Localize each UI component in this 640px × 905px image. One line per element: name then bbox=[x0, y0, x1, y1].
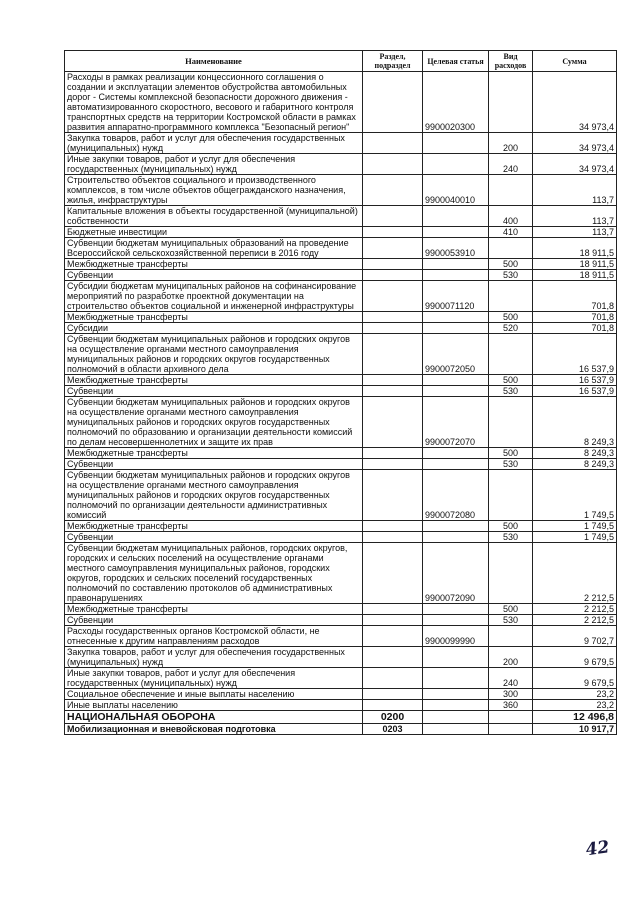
cell-type: 410 bbox=[489, 227, 533, 238]
header-section: Раздел, подраздел bbox=[363, 51, 423, 72]
cell-type bbox=[489, 543, 533, 604]
cell-section bbox=[363, 259, 423, 270]
cell-name: Субсидии bbox=[65, 323, 363, 334]
cell-type: 300 bbox=[489, 689, 533, 700]
cell-target: 9900072050 bbox=[423, 334, 489, 375]
cell-name: Мобилизационная и вневойсковая подготовка bbox=[65, 724, 363, 735]
cell-sum: 1 749,5 bbox=[533, 470, 617, 521]
table-row bbox=[65, 689, 617, 700]
cell-section bbox=[363, 668, 423, 689]
cell-sum: 2 212,5 bbox=[533, 543, 617, 604]
cell-sum: 16 537,9 bbox=[533, 334, 617, 375]
cell-sum: 701,8 bbox=[533, 281, 617, 312]
cell-target bbox=[423, 459, 489, 470]
cell-target bbox=[423, 270, 489, 281]
cell-type: 500 bbox=[489, 312, 533, 323]
cell-name: Бюджетные инвестиции bbox=[65, 227, 363, 238]
table-row bbox=[65, 154, 617, 175]
cell-sum: 9 679,5 bbox=[533, 647, 617, 668]
cell-section bbox=[363, 72, 423, 133]
table-row bbox=[65, 386, 617, 397]
cell-target bbox=[423, 386, 489, 397]
cell-name: НАЦИОНАЛЬНАЯ ОБОРОНА bbox=[65, 711, 363, 724]
cell-target bbox=[423, 604, 489, 615]
cell-type: 200 bbox=[489, 647, 533, 668]
table-row bbox=[65, 668, 617, 689]
cell-type: 500 bbox=[489, 604, 533, 615]
table-row bbox=[65, 459, 617, 470]
cell-type: 360 bbox=[489, 700, 533, 711]
cell-name: Субвенции bbox=[65, 386, 363, 397]
cell-section bbox=[363, 626, 423, 647]
table-row bbox=[65, 334, 617, 375]
cell-name: Субсидии бюджетам муниципальных районов на софинансирование мероприятий по разработке проектной документации на строительство объектов социальной и инженерной инфраструктуры bbox=[65, 281, 363, 312]
cell-name: Межбюджетные трансферты bbox=[65, 375, 363, 386]
cell-target bbox=[423, 375, 489, 386]
cell-type: 200 bbox=[489, 133, 533, 154]
table-row bbox=[65, 312, 617, 323]
cell-name: Капитальные вложения в объекты государственной (муниципальной) собственности bbox=[65, 206, 363, 227]
cell-sum: 8 249,3 bbox=[533, 459, 617, 470]
cell-name: Межбюджетные трансферты bbox=[65, 312, 363, 323]
cell-sum: 34 973,4 bbox=[533, 154, 617, 175]
cell-section bbox=[363, 175, 423, 206]
cell-type: 530 bbox=[489, 459, 533, 470]
cell-target bbox=[423, 689, 489, 700]
cell-type bbox=[489, 397, 533, 448]
table-row bbox=[65, 604, 617, 615]
cell-section bbox=[363, 604, 423, 615]
cell-sum: 18 911,5 bbox=[533, 270, 617, 281]
cell-name: Субвенции бюджетам муниципальных районов и городских округов на осуществление органами местного самоуправления муниципальных районов и городских округов государственных полномочий в области архивного дела bbox=[65, 334, 363, 375]
table-row bbox=[65, 448, 617, 459]
cell-sum: 2 212,5 bbox=[533, 615, 617, 626]
cell-section: 0200 bbox=[363, 711, 423, 724]
cell-sum: 8 249,3 bbox=[533, 448, 617, 459]
cell-section bbox=[363, 270, 423, 281]
cell-sum: 1 749,5 bbox=[533, 521, 617, 532]
table-row bbox=[65, 711, 617, 724]
cell-sum: 701,8 bbox=[533, 312, 617, 323]
cell-section bbox=[363, 689, 423, 700]
cell-type bbox=[489, 281, 533, 312]
cell-name: Иные выплаты населению bbox=[65, 700, 363, 711]
cell-type bbox=[489, 724, 533, 735]
cell-section bbox=[363, 334, 423, 375]
cell-section bbox=[363, 521, 423, 532]
cell-type bbox=[489, 626, 533, 647]
cell-sum: 113,7 bbox=[533, 175, 617, 206]
table-row bbox=[65, 270, 617, 281]
cell-name: Субвенции bbox=[65, 270, 363, 281]
cell-type: 500 bbox=[489, 259, 533, 270]
cell-type: 240 bbox=[489, 668, 533, 689]
cell-target: 9900040010 bbox=[423, 175, 489, 206]
cell-sum: 2 212,5 bbox=[533, 604, 617, 615]
cell-target: 9900053910 bbox=[423, 238, 489, 259]
table-row bbox=[65, 259, 617, 270]
cell-target bbox=[423, 323, 489, 334]
cell-section bbox=[363, 397, 423, 448]
cell-section bbox=[363, 375, 423, 386]
cell-section bbox=[363, 227, 423, 238]
cell-section bbox=[363, 543, 423, 604]
cell-type: 500 bbox=[489, 448, 533, 459]
cell-type bbox=[489, 334, 533, 375]
cell-name: Расходы в рамках реализации концессионного соглашения о создании и эксплуатации элементов обустройства автомобильных дорог - Системы комплексной безопасности дорожного движения - автоматизированного скоростного, весового и габаритного контроля транспортных средств на территории Костромской области в рамках развития аппаратно-программного комплекса "Безопасный регион" bbox=[65, 72, 363, 133]
cell-section bbox=[363, 700, 423, 711]
table-header-row bbox=[65, 51, 617, 72]
header-type: Вид расходов bbox=[489, 51, 533, 72]
cell-name: Субвенции бюджетам муниципальных образований на проведение Всероссийской сельскохозяйственной переписи в 2016 году bbox=[65, 238, 363, 259]
table-row bbox=[65, 543, 617, 604]
table-body bbox=[65, 72, 617, 735]
cell-type: 500 bbox=[489, 375, 533, 386]
cell-target bbox=[423, 724, 489, 735]
cell-name: Строительство объектов социального и производственного комплексов, в том числе объектов общегражданского назначения, жилья, инфраструктуры bbox=[65, 175, 363, 206]
budget-table bbox=[64, 50, 617, 735]
cell-section bbox=[363, 615, 423, 626]
cell-target bbox=[423, 154, 489, 175]
cell-target bbox=[423, 615, 489, 626]
cell-type bbox=[489, 470, 533, 521]
table-row bbox=[65, 647, 617, 668]
cell-type bbox=[489, 175, 533, 206]
table-row bbox=[65, 175, 617, 206]
table-row bbox=[65, 700, 617, 711]
cell-name: Расходы государственных органов Костромской области, не отнесенные к другим направлениям расходов bbox=[65, 626, 363, 647]
table-row bbox=[65, 323, 617, 334]
table-row bbox=[65, 626, 617, 647]
cell-sum: 113,7 bbox=[533, 206, 617, 227]
cell-target: 9900072070 bbox=[423, 397, 489, 448]
cell-name: Закупка товаров, работ и услуг для обеспечения государственных (муниципальных) нужд bbox=[65, 133, 363, 154]
cell-target bbox=[423, 647, 489, 668]
cell-name: Субвенции bbox=[65, 615, 363, 626]
cell-sum: 1 749,5 bbox=[533, 532, 617, 543]
cell-sum: 113,7 bbox=[533, 227, 617, 238]
cell-target: 9900072080 bbox=[423, 470, 489, 521]
page-number: 42 bbox=[584, 837, 611, 861]
cell-section bbox=[363, 238, 423, 259]
cell-name: Межбюджетные трансферты bbox=[65, 604, 363, 615]
cell-sum: 23,2 bbox=[533, 689, 617, 700]
cell-target bbox=[423, 711, 489, 724]
header-name: Наименование bbox=[65, 51, 363, 72]
cell-type: 240 bbox=[489, 154, 533, 175]
cell-target bbox=[423, 532, 489, 543]
cell-target bbox=[423, 448, 489, 459]
cell-type bbox=[489, 238, 533, 259]
cell-name: Субвенции бюджетам муниципальных районов и городских округов на осуществление органами местного самоуправления муниципальных районов и городских округов государственных полномочий по образованию и организации деятельности комиссий по делам несовершеннолетних и защите их прав bbox=[65, 397, 363, 448]
cell-target bbox=[423, 206, 489, 227]
cell-type bbox=[489, 72, 533, 133]
table-row bbox=[65, 227, 617, 238]
cell-target: 9900072090 bbox=[423, 543, 489, 604]
cell-name: Иные закупки товаров, работ и услуг для обеспечения государственных (муниципальных) нужд bbox=[65, 154, 363, 175]
cell-type: 530 bbox=[489, 386, 533, 397]
cell-target bbox=[423, 312, 489, 323]
table-row bbox=[65, 375, 617, 386]
cell-sum: 9 679,5 bbox=[533, 668, 617, 689]
table-row bbox=[65, 281, 617, 312]
table-row bbox=[65, 133, 617, 154]
cell-section bbox=[363, 448, 423, 459]
header-sum: Сумма bbox=[533, 51, 617, 72]
cell-name: Социальное обеспечение и иные выплаты населению bbox=[65, 689, 363, 700]
cell-target bbox=[423, 668, 489, 689]
cell-name: Субвенции bbox=[65, 532, 363, 543]
table-row bbox=[65, 72, 617, 133]
cell-sum: 10 917,7 bbox=[533, 724, 617, 735]
cell-sum: 34 973,4 bbox=[533, 72, 617, 133]
cell-name: Субвенции бюджетам муниципальных районов, городских округов, городских и сельских поселений на осуществление органами местного самоуправления муниципальных районов, городских округов, городских и сельских поселений государственных полномочий по составлению протоколов об административных правонарушениях bbox=[65, 543, 363, 604]
cell-type: 530 bbox=[489, 532, 533, 543]
cell-sum: 18 911,5 bbox=[533, 238, 617, 259]
cell-sum: 16 537,9 bbox=[533, 386, 617, 397]
header-target: Целевая статья bbox=[423, 51, 489, 72]
cell-type: 500 bbox=[489, 521, 533, 532]
table-row bbox=[65, 397, 617, 448]
cell-target: 9900071120 bbox=[423, 281, 489, 312]
cell-name: Закупка товаров, работ и услуг для обеспечения государственных (муниципальных) нужд bbox=[65, 647, 363, 668]
cell-type: 400 bbox=[489, 206, 533, 227]
cell-sum: 16 537,9 bbox=[533, 375, 617, 386]
cell-type: 530 bbox=[489, 270, 533, 281]
cell-type: 520 bbox=[489, 323, 533, 334]
cell-sum: 12 496,8 bbox=[533, 711, 617, 724]
cell-section bbox=[363, 386, 423, 397]
cell-sum: 9 702,7 bbox=[533, 626, 617, 647]
cell-section bbox=[363, 133, 423, 154]
cell-name: Иные закупки товаров, работ и услуг для обеспечения государственных (муниципальных) нужд bbox=[65, 668, 363, 689]
cell-sum: 701,8 bbox=[533, 323, 617, 334]
table-row bbox=[65, 615, 617, 626]
cell-section bbox=[363, 312, 423, 323]
cell-type bbox=[489, 711, 533, 724]
cell-name: Субвенции bbox=[65, 459, 363, 470]
cell-type: 530 bbox=[489, 615, 533, 626]
table-row bbox=[65, 238, 617, 259]
cell-target: 9900020300 bbox=[423, 72, 489, 133]
cell-target bbox=[423, 133, 489, 154]
cell-sum: 8 249,3 bbox=[533, 397, 617, 448]
cell-section bbox=[363, 459, 423, 470]
cell-target: 9900099990 bbox=[423, 626, 489, 647]
table-row bbox=[65, 470, 617, 521]
cell-section bbox=[363, 470, 423, 521]
cell-target bbox=[423, 259, 489, 270]
cell-section bbox=[363, 281, 423, 312]
cell-target bbox=[423, 700, 489, 711]
table-row bbox=[65, 532, 617, 543]
cell-name: Межбюджетные трансферты bbox=[65, 259, 363, 270]
cell-target bbox=[423, 227, 489, 238]
cell-name: Межбюджетные трансферты bbox=[65, 448, 363, 459]
table-row bbox=[65, 521, 617, 532]
cell-target bbox=[423, 521, 489, 532]
cell-section bbox=[363, 206, 423, 227]
cell-section bbox=[363, 154, 423, 175]
cell-section bbox=[363, 647, 423, 668]
cell-section bbox=[363, 532, 423, 543]
cell-section bbox=[363, 323, 423, 334]
cell-name: Субвенции бюджетам муниципальных районов и городских округов на осуществление органами местного самоуправления муниципальных районов и городских округов государственных полномочий по организации деятельности административных комиссий bbox=[65, 470, 363, 521]
table-row bbox=[65, 206, 617, 227]
cell-name: Межбюджетные трансферты bbox=[65, 521, 363, 532]
cell-sum: 18 911,5 bbox=[533, 259, 617, 270]
cell-section: 0203 bbox=[363, 724, 423, 735]
cell-sum: 34 973,4 bbox=[533, 133, 617, 154]
cell-sum: 23,2 bbox=[533, 700, 617, 711]
table-row bbox=[65, 724, 617, 735]
